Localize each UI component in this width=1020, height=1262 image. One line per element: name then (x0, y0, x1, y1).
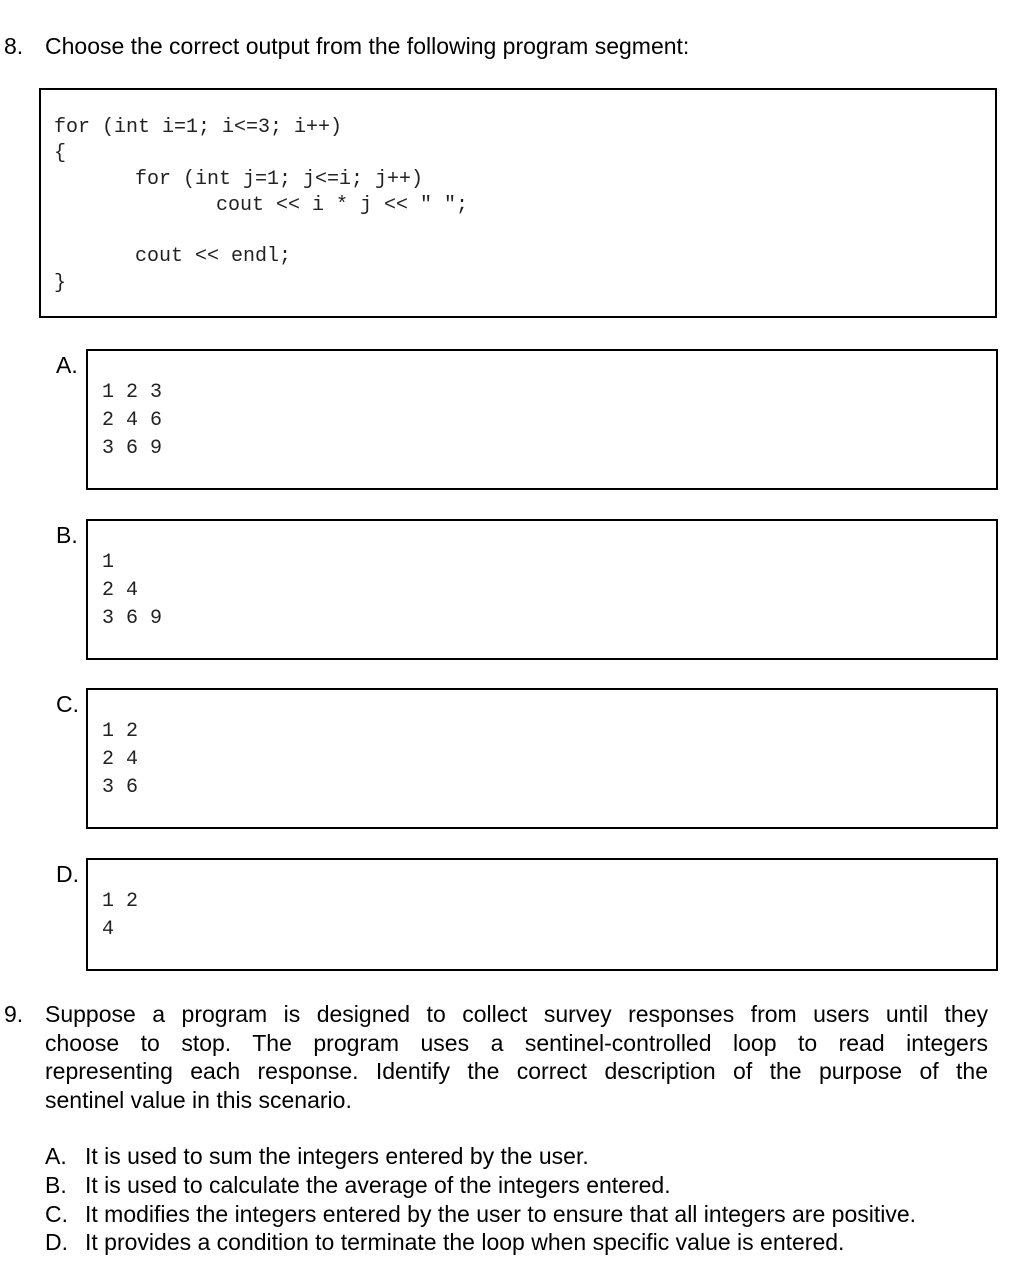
q9-number: 9. (4, 1001, 24, 1027)
q9-choice-a-text: It is used to sum the integers entered by the user. (85, 1143, 589, 1169)
q9-choice-d-letter: D. (45, 1229, 68, 1255)
option-d-line-2: 4 (102, 918, 115, 941)
option-a-line-1: 1 2 3 (102, 381, 163, 404)
option-d-box (86, 858, 998, 971)
option-c-line-3: 3 6 (102, 776, 139, 799)
q8-number: 8. (4, 33, 24, 59)
option-c-box (86, 688, 998, 829)
q9-text-line-2: choose to stop. The program uses a sentinel-controlled loop to read integers (45, 1029, 988, 1056)
q9-choice-c-letter: C. (45, 1201, 68, 1227)
option-a-line-3: 3 6 9 (102, 437, 163, 460)
code-line-5: cout << endl; (135, 245, 292, 268)
option-c-line-2: 2 4 (102, 748, 139, 771)
q9-choice-c (45, 1200, 916, 1229)
option-a-box (86, 349, 998, 490)
code-line-3: for (int j=1; j<=i; j++) (135, 168, 424, 191)
q9-text (45, 1000, 988, 1114)
q8-text: Choose the correct output from the following program segment: (45, 33, 690, 59)
option-d-line-1: 1 2 (102, 890, 139, 913)
option-b-line-2: 2 4 (102, 579, 139, 602)
option-a-letter: A. (56, 352, 78, 378)
code-line-4: cout << i * j << " "; (216, 194, 469, 217)
q9-text-line-4: sentinel value in this scenario. (45, 1086, 352, 1113)
code-box (39, 88, 997, 318)
q9-choice-c-text: It modifies the integers entered by the user to ensure that all integers are positive. (85, 1201, 917, 1227)
option-b-letter: B. (56, 522, 78, 548)
q9-text-line-1: Suppose a program is designed to collect survey responses from users until they (45, 1001, 988, 1027)
q9-choice-b-letter: B. (45, 1172, 67, 1198)
q9-choice-a-letter: A. (45, 1143, 67, 1169)
option-c-line-1: 1 2 (102, 720, 139, 743)
option-b-line-3: 3 6 9 (102, 607, 163, 630)
code-line-2: { (54, 142, 67, 165)
code-line-1: for (int i=1; i<=3; i++) (54, 116, 343, 139)
option-b-line-1: 1 (102, 551, 115, 574)
q9-choice-d-text: It provides a condition to terminate the loop when specific value is entered. (85, 1229, 845, 1255)
q9-text-line-3: representing each response. Identify the correct description of the purpose of the (45, 1058, 988, 1084)
q9-choice-d (45, 1228, 844, 1257)
option-a-line-2: 2 4 6 (102, 409, 163, 432)
q9-choice-b (45, 1171, 671, 1200)
q9-choice-a (45, 1142, 589, 1171)
option-b-box (86, 519, 998, 660)
q9-choice-b-text: It is used to calculate the average of the integers entered. (85, 1172, 671, 1198)
option-c-letter: C. (56, 691, 79, 717)
option-d-letter: D. (56, 861, 79, 887)
code-line-6: } (54, 272, 67, 295)
